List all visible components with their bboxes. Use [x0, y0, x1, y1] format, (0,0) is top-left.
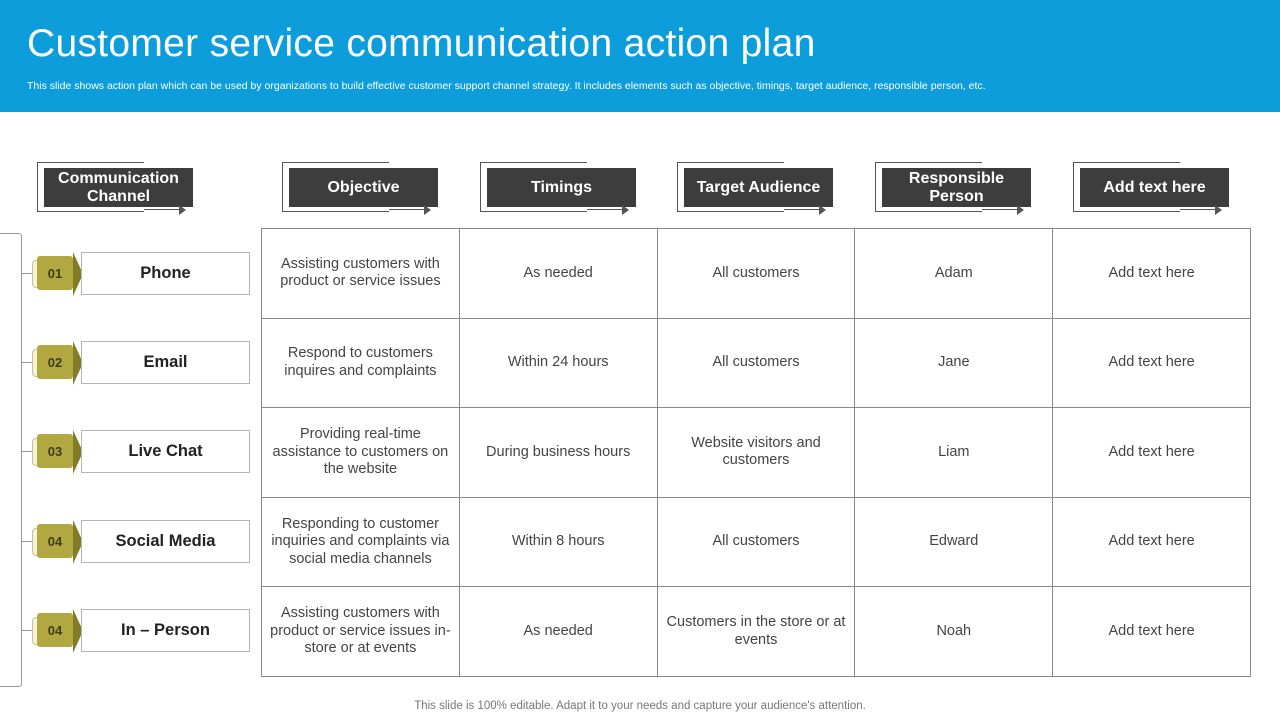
column-header-target-audience	[677, 162, 872, 212]
column-header-label: Add text here	[1080, 168, 1229, 207]
cell-target-audience: All customers	[657, 318, 855, 408]
cell-target-audience: Website visitors and customers	[657, 408, 855, 498]
column-header-label: Objective	[289, 168, 438, 207]
cell-responsible-person: Jane	[855, 318, 1053, 408]
table-row	[262, 408, 1251, 498]
channel-label: In – Person	[81, 609, 250, 652]
column-header-add-text	[1073, 162, 1268, 212]
cell-add-text: Add text here	[1053, 408, 1251, 498]
channel-label: Phone	[81, 252, 250, 295]
title-banner	[0, 0, 1280, 112]
cell-objective: Providing real-time assistance to customers on the website	[262, 408, 460, 498]
table-row	[262, 318, 1251, 408]
channel-item-live-chat	[22, 430, 252, 474]
cell-objective: Respond to customers inquires and complaints	[262, 318, 460, 408]
channel-number-badge: 02	[37, 345, 73, 379]
action-plan-table	[261, 228, 1251, 677]
cell-add-text: Add text here	[1053, 229, 1251, 319]
arrow-icon	[389, 209, 429, 210]
cell-timings: Within 8 hours	[459, 497, 657, 587]
table-row	[262, 497, 1251, 587]
channel-label: Live Chat	[81, 430, 250, 473]
arrow-icon	[587, 209, 627, 210]
table-row	[262, 587, 1251, 677]
cell-objective: Assisting customers with product or service issues	[262, 229, 460, 319]
cell-responsible-person: Liam	[855, 408, 1053, 498]
column-header-label: Responsible Person	[882, 168, 1031, 207]
page-subtitle: This slide shows action plan which can be used by organizations to build effective customer support channel strategy. It includes elements such as objective, timings, target audience, responsible person, etc.	[27, 80, 986, 92]
cell-target-audience: All customers	[657, 229, 855, 319]
channel-bracket	[0, 233, 22, 687]
channel-number-badge: 01	[37, 256, 73, 290]
channel-item-email	[22, 341, 252, 385]
channel-item-in-person	[22, 609, 252, 653]
channel-item-phone	[22, 252, 252, 296]
arrow-icon	[1180, 209, 1220, 210]
cell-responsible-person: Edward	[855, 497, 1053, 587]
cell-target-audience: Customers in the store or at events	[657, 587, 855, 677]
table-row	[262, 229, 1251, 319]
column-header-responsible-person	[875, 162, 1070, 212]
cell-timings: Within 24 hours	[459, 318, 657, 408]
column-header-objective	[282, 162, 477, 212]
column-header-label: Timings	[487, 168, 636, 207]
cell-timings: During business hours	[459, 408, 657, 498]
cell-responsible-person: Noah	[855, 587, 1053, 677]
cell-add-text: Add text here	[1053, 497, 1251, 587]
column-header-timings	[480, 162, 675, 212]
channel-number-badge: 03	[37, 434, 73, 468]
cell-target-audience: All customers	[657, 497, 855, 587]
cell-timings: As needed	[459, 587, 657, 677]
column-header-communication-channel	[37, 162, 232, 212]
arrow-icon	[982, 209, 1022, 210]
cell-timings: As needed	[459, 229, 657, 319]
arrow-icon	[784, 209, 824, 210]
cell-objective: Responding to customer inquiries and complaints via social media channels	[262, 497, 460, 587]
cell-responsible-person: Adam	[855, 229, 1053, 319]
column-header-label: Target Audience	[684, 168, 833, 207]
channel-label: Email	[81, 341, 250, 384]
channel-label: Social Media	[81, 520, 250, 563]
channel-item-social-media	[22, 520, 252, 564]
channel-number-badge: 04	[37, 613, 73, 647]
cell-add-text: Add text here	[1053, 318, 1251, 408]
cell-objective: Assisting customers with product or service issues in-store or at events	[262, 587, 460, 677]
arrow-icon	[144, 209, 184, 210]
column-header-label: Communication Channel	[44, 168, 193, 207]
page-title: Customer service communication action plan	[27, 22, 816, 65]
channel-number-badge: 04	[37, 524, 73, 558]
footer-note: This slide is 100% editable. Adapt it to your needs and capture your audience's attention.	[414, 700, 866, 712]
cell-add-text: Add text here	[1053, 587, 1251, 677]
